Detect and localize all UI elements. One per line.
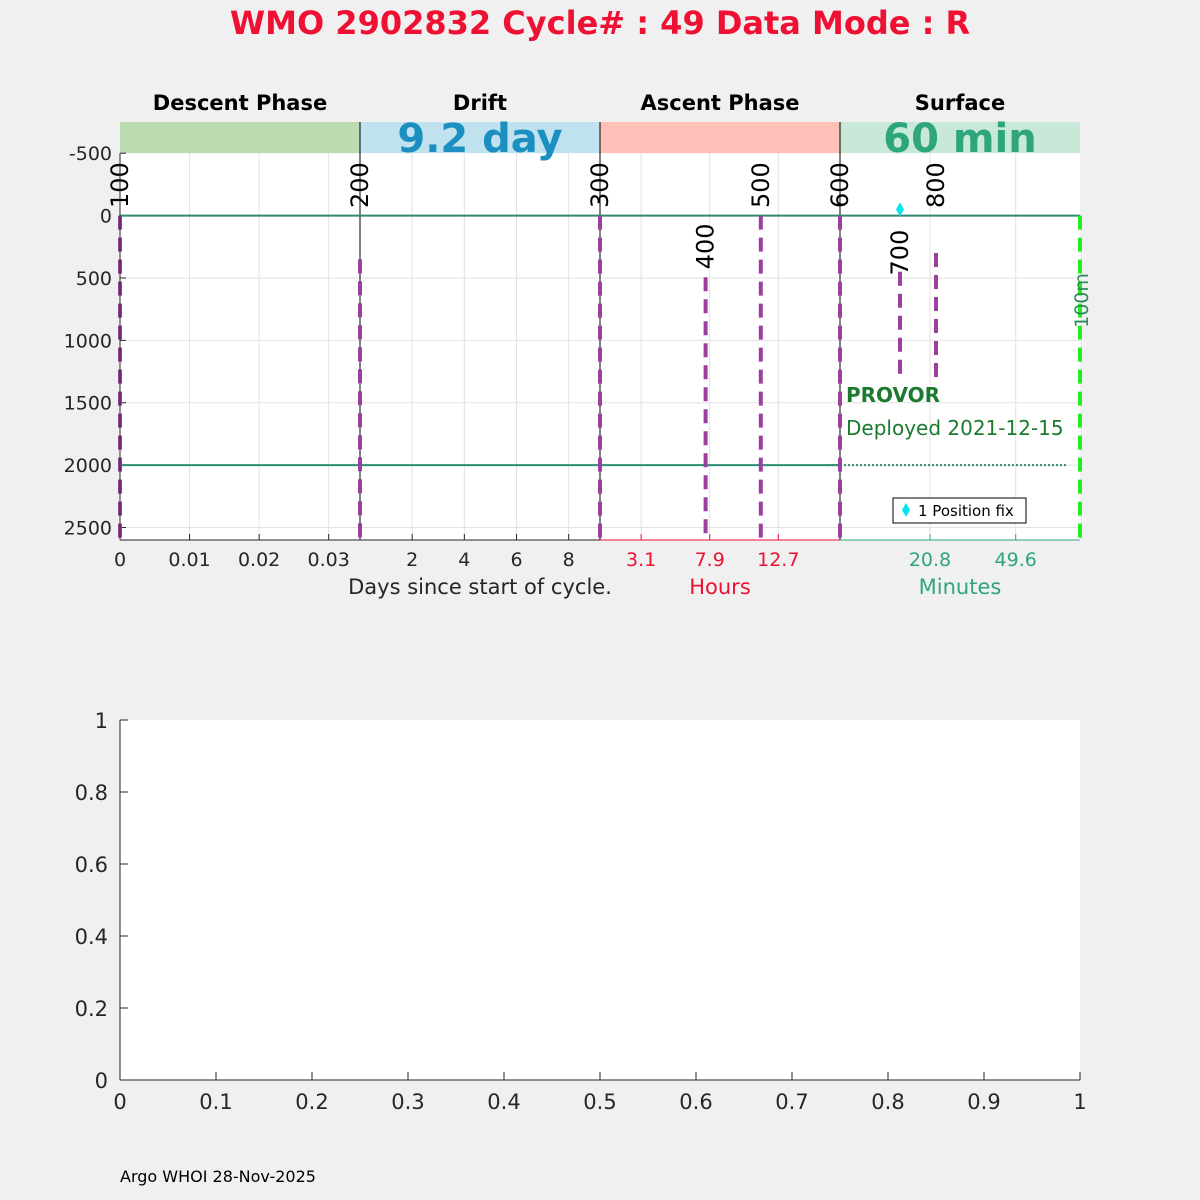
y-tick-label: 0 [99,205,112,228]
x-tick-label: 3.1 [626,549,657,571]
event-marker-label: 500 [746,162,775,208]
x-tick-label: 0.03 [307,549,350,571]
y-tick-label: 0.2 [74,997,108,1021]
event-marker-label: 100m [1071,273,1093,328]
empty-axes-chart [75,709,1087,1114]
x-tick-label: 0 [113,1090,127,1114]
x-tick-label: 0.7 [775,1090,809,1114]
x-tick-label: 7.9 [694,549,725,571]
float-model: PROVOR [846,383,941,407]
phase-band-2 [600,122,840,153]
phase-label: Descent Phase [152,91,328,115]
y-tick-label: 1500 [63,392,112,415]
phase-label: Drift [452,91,508,115]
footer-credit: Argo WHOI 28-Nov-2025 [120,1167,316,1186]
y-tick-label: -500 [68,143,112,166]
x-tick-label: 12.7 [757,549,800,571]
plot-area [120,720,1080,1080]
y-tick-label: 500 [75,267,112,290]
x-tick-label: 1 [1073,1090,1087,1114]
event-marker-label: 200 [346,162,374,208]
deployment-date: Deployed 2021-12-15 [846,416,1064,440]
x-tick-label: 0.9 [967,1090,1001,1114]
event-marker-label: 700 [886,229,914,276]
x-axis-label: Days since start of cycle. [348,575,612,599]
y-tick-label: 0.6 [74,853,108,877]
x-tick-label: 0.5 [583,1090,617,1114]
y-tick-label: 1 [94,709,108,733]
x-tick-label: 49.6 [994,549,1037,571]
event-marker-label: 600 [826,162,854,208]
x-tick-label: 0 [113,549,127,571]
position-fix-legend [893,498,1026,523]
phase-duration-label: 60 min [883,116,1037,162]
legend-label: 1 Position fix [918,502,1014,520]
x-tick-label: 0.6 [679,1090,713,1114]
figure-title: WMO 2902832 Cycle# : 49 Data Mode : R [229,4,971,42]
event-marker-label: 800 [922,162,950,208]
event-marker-label: 400 [691,223,720,270]
x-tick-label: 4 [458,549,471,571]
event-marker-label: 300 [586,162,614,208]
x-tick-label: 0.2 [295,1090,329,1114]
x-tick-label: 20.8 [908,549,952,571]
depth-time-chart [64,91,1093,599]
x-tick-label: 0.02 [237,549,281,571]
y-tick-label: 2500 [63,517,112,540]
x-axis-label: Hours [689,575,751,599]
phase-band-0 [120,122,360,153]
phase-label: Surface [914,91,1006,115]
phase-label: Ascent Phase [640,91,800,115]
x-tick-label: 8 [562,549,575,571]
y-tick-label: 0.8 [74,781,108,805]
y-tick-label: 0.4 [74,925,108,949]
x-tick-label: 0.4 [487,1090,521,1114]
x-tick-label: 0.1 [199,1090,233,1114]
x-tick-label: 6 [510,549,523,571]
y-tick-label: 1000 [63,330,112,353]
event-marker-label: 100 [106,162,134,208]
y-tick-label: 2000 [63,455,112,478]
x-tick-label: 0.8 [871,1090,905,1114]
phase-duration-label: 9.2 day [397,116,563,162]
x-tick-label: 0.3 [391,1090,425,1114]
x-tick-label: 0.01 [168,549,211,571]
x-axis-label: Minutes [918,575,1002,599]
x-tick-label: 2 [406,549,419,571]
y-tick-label: 0 [94,1069,108,1093]
